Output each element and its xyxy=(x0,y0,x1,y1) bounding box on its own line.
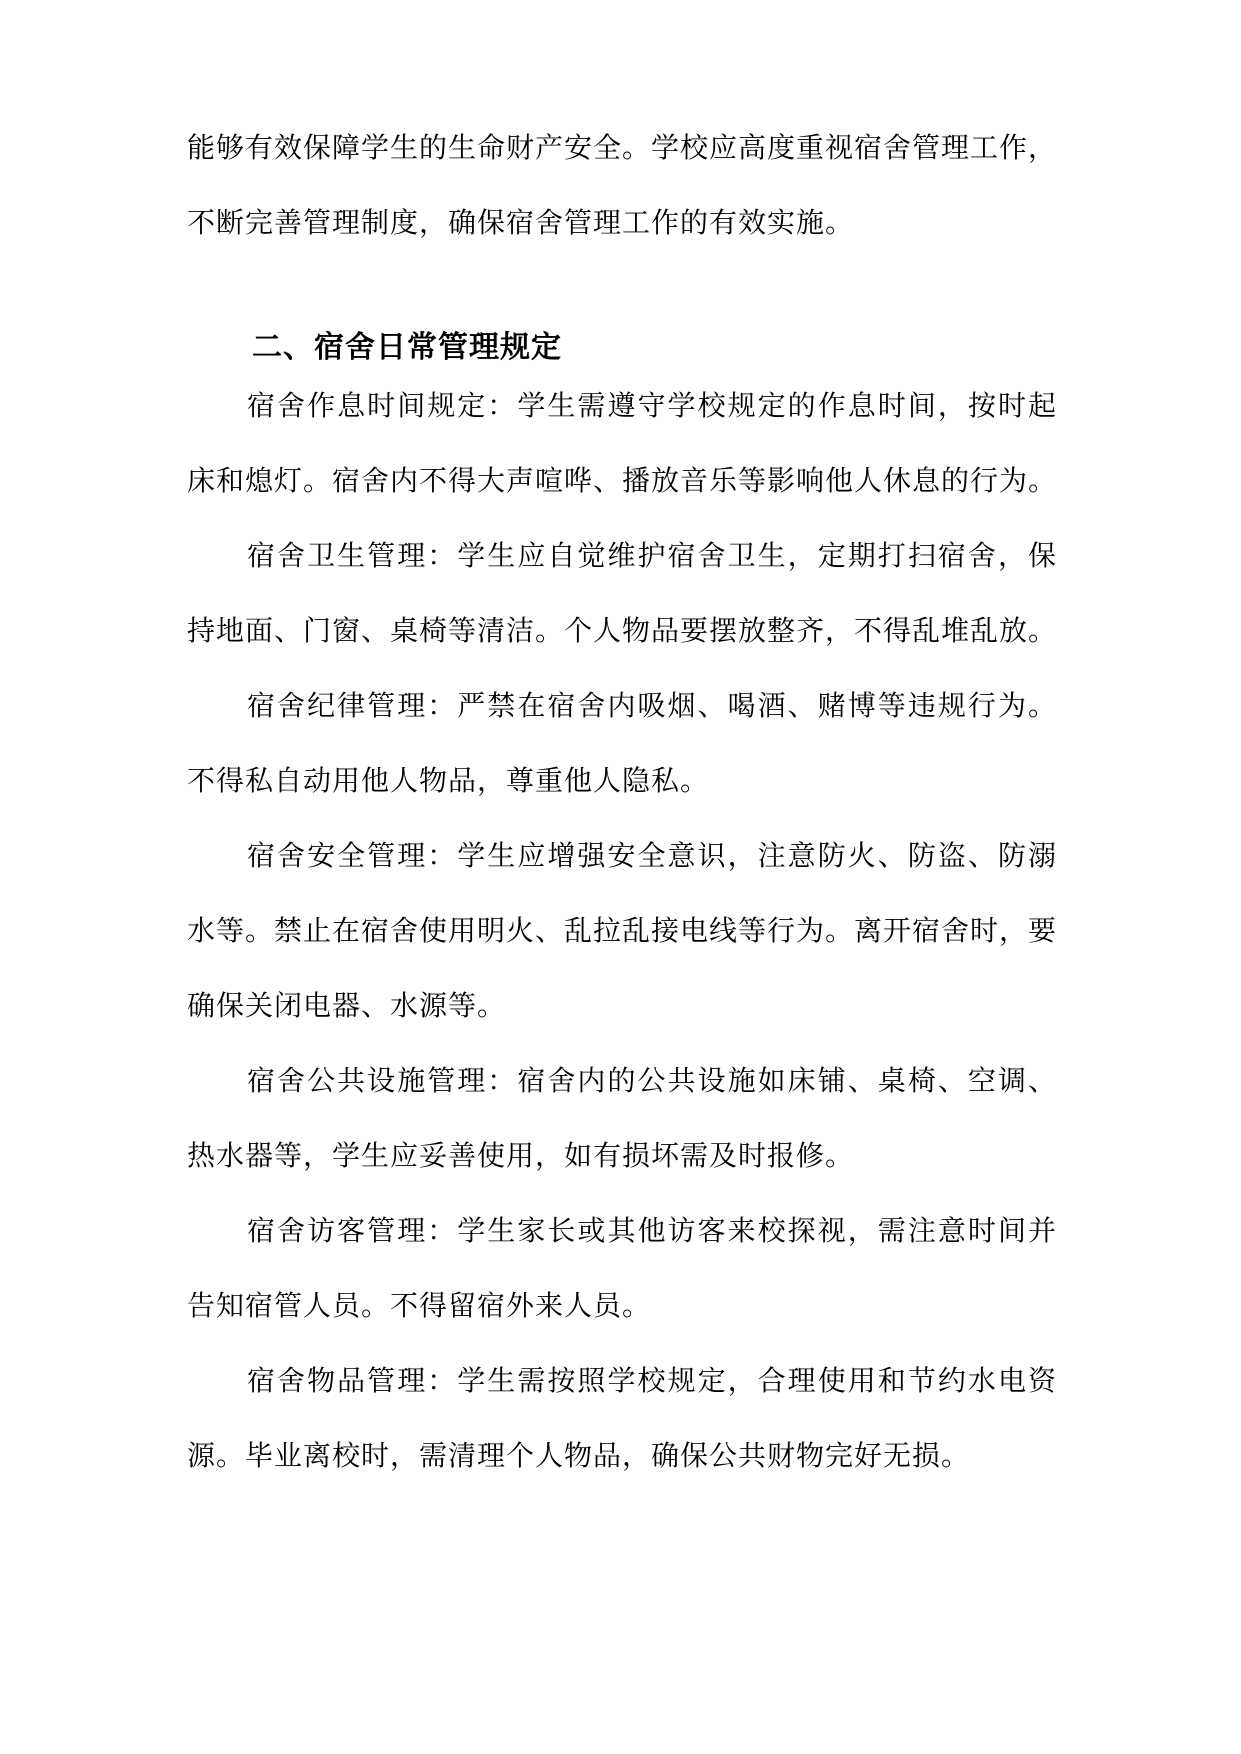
rule-paragraph-facilities: 宿舍公共设施管理：宿舍内的公共设施如床铺、桌椅、空调、热水器等，学生应妥善使用，如有损坏需及时报修。 xyxy=(187,1064,1057,1172)
rule-paragraph-hygiene: 宿舍卫生管理：学生应自觉维护宿舍卫生，定期打扫宿舍，保持地面、门窗、桌椅等清洁。个人物品要摆放整齐，不得乱堆乱放。 xyxy=(187,539,1058,647)
rule-paragraph-safety: 宿舍安全管理：学生应增强安全意识，注意防火、防盗、防溺水等。禁止在宿舍使用明火、乱拉乱接电线等行为。离开宿舍时，要确保关闭电器、水源等。 xyxy=(187,839,1058,1022)
rule-paragraph-discipline: 宿舍纪律管理：严禁在宿舍内吸烟、喝酒、赌博等违规行为。不得私自动用他人物品，尊重他人隐私。 xyxy=(187,689,1057,797)
rule-paragraph-visitors: 宿舍访客管理：学生家长或其他访客来校探视，需注意时间并告知宿管人员。不得留宿外来人员。 xyxy=(187,1214,1057,1322)
intro-paragraph: 能够有效保障学生的生命财产安全。学校应高度重视宿舍管理工作，不断完善管理制度，确保宿舍管理工作的有效实施。 xyxy=(187,131,1058,239)
intro-text-block xyxy=(187,110,1057,260)
section-heading: 二、宿舍日常管理规定 xyxy=(252,330,562,365)
rule-paragraph-items: 宿舍物品管理：学生需按照学校规定，合理使用和节约水电资源。毕业离校时，需清理个人物品，确保公共财物完好无损。 xyxy=(187,1364,1057,1472)
rules-text-block xyxy=(187,368,1057,1493)
rule-paragraph-schedule: 宿舍作息时间规定：学生需遵守学校规定的作息时间，按时起床和熄灯。宿舍内不得大声喧哗、播放音乐等影响他人休息的行为。 xyxy=(187,389,1058,497)
